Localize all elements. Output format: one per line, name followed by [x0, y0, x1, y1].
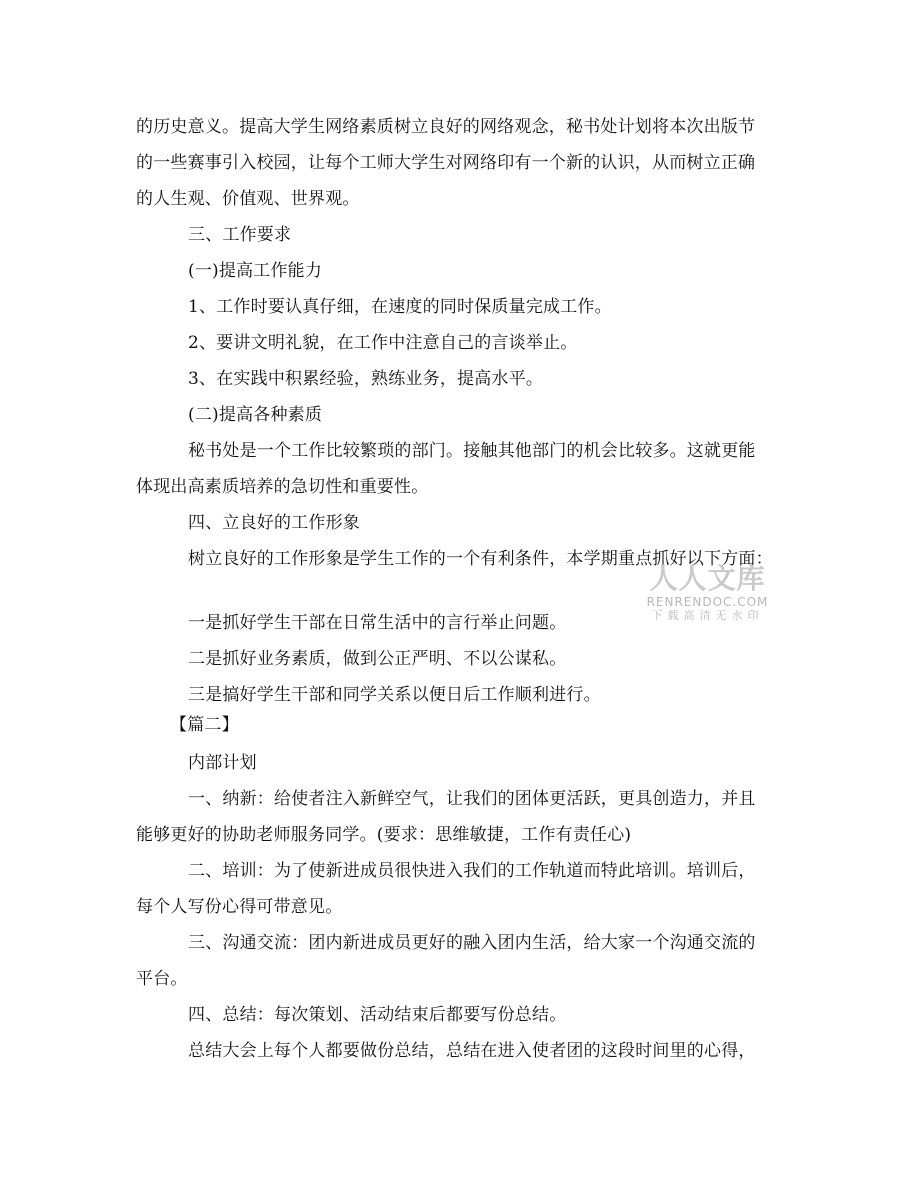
paragraph-line: 一、纳新：给使者注入新鲜空气，让我们的团体更活跃，更具创造力，并且: [188, 789, 756, 809]
paragraph-line: 总结大会上每个人都要做份总结，总结在进入使者团的这段时间里的心得，: [188, 1041, 756, 1061]
watermark-tagline: 下载高清无水印: [651, 609, 764, 622]
list-item: 1、工作时要认真仔细，在速度的同时保质量完成工作。: [188, 297, 612, 317]
paragraph-line: 的历史意义。提高大学生网络素质树立良好的网络观念，秘书处计划将本次出版节: [136, 117, 756, 137]
paragraph-line: 的一些赛事引入校园，让每个工师大学生对网络印有一个新的认识，从而树立正确: [136, 153, 756, 173]
section-heading: 四、立良好的工作形象: [188, 513, 360, 533]
watermark-brand: 人人文库: [649, 562, 766, 595]
list-item: 3、在实践中积累经验，熟练业务，提高水平。: [188, 369, 544, 389]
paragraph-line: 的人生观、价值观、世界观。: [136, 189, 360, 209]
section-heading: 三、工作要求: [188, 225, 292, 245]
paragraph-line: 能够更好的协助老师服务同学。(要求：思维敏捷，工作有责任心): [136, 825, 632, 845]
list-item: 2、要讲文明礼貌，在工作中注意自己的言谈举止。: [188, 333, 578, 353]
paragraph-line: 三、沟通交流：团内新进成员更好的融入团内生活，给大家一个沟通交流的: [188, 933, 756, 953]
paragraph-line: 平台。: [136, 969, 188, 989]
paragraph-line: 体现出高素质培养的急切性和重要性。: [136, 477, 429, 497]
paragraph-line: 每个人写份心得可带意见。: [136, 897, 343, 917]
list-item: 三是搞好学生干部和同学关系以便日后工作顺利进行。: [188, 685, 601, 705]
paragraph-line: 二、培训：为了使新进成员很快进入我们的工作轨道而特此培训。培训后，: [188, 861, 756, 881]
paragraph-line: 树立良好的工作形象是学生工作的一个有利条件，本学期重点抓好以下方面：: [188, 549, 773, 569]
list-item: 一是抓好学生干部在日常生活中的言行举止问题。: [188, 613, 567, 633]
part-heading: 【篇二】: [170, 715, 239, 735]
list-item: 二是抓好业务素质，做到公正严明、不以公谋私。: [188, 649, 567, 669]
subsection-heading: (二)提高各种素质: [188, 405, 323, 425]
paragraph-line: 四、总结：每次策划、活动结束后都要写份总结。: [188, 1005, 567, 1025]
paragraph-line: 秘书处是一个工作比较繁琐的部门。接触其他部门的机会比较多。这就更能: [188, 441, 756, 461]
watermark: [640, 563, 775, 629]
subsection-heading: (一)提高工作能力: [188, 261, 323, 281]
section-heading: 内部计划: [188, 753, 257, 773]
watermark-url: RENRENDOC.COM: [646, 595, 769, 609]
